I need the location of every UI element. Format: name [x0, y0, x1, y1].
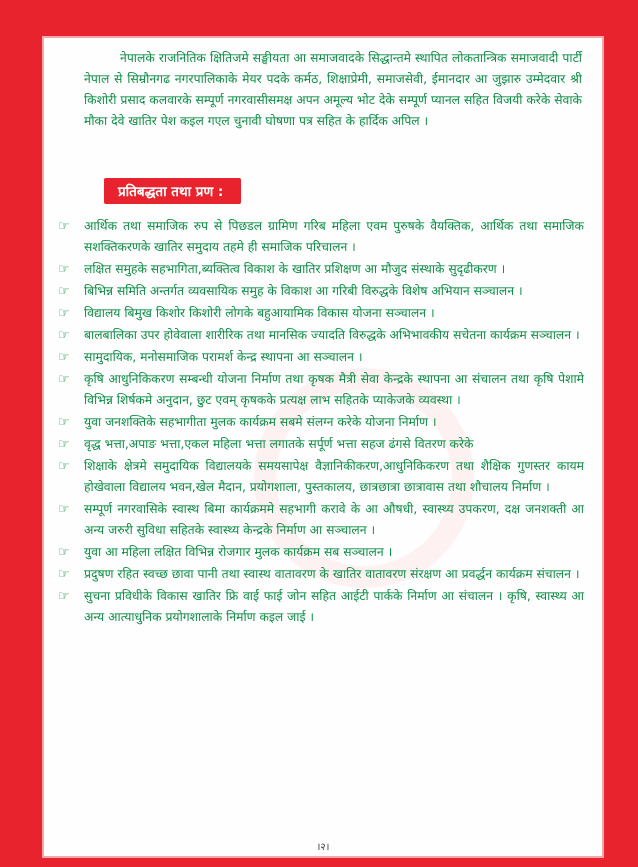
pointing-hand-icon: ☞ [58, 262, 70, 277]
pointing-hand-icon: ☞ [58, 502, 70, 517]
list-item-text: विद्यालय बिमुख किशोर किशोरी लोगके बहुआयामिक विकास योजना सञ्चालन । [84, 306, 435, 320]
list-item-text: कृषि आधुनिकिकरण सम्बन्धी योजना निर्माण तथा कृषक मैत्री सेवा केन्द्रके स्थापना आ संचालन तथा कृषि पेशामे विभिन्न शिर्षकमे अनुदान, छुट एवम् कृषकके प्रत्यक्ष लाभ सहितके प्याकेजके व्यवस्था । [84, 372, 584, 407]
pointing-hand-icon: ☞ [58, 372, 70, 387]
list-item-text: शिक्षाके क्षेत्रमे समुदायिक विद्यालयके समयसापेक्ष वैज्ञानिकीकरण,आधुनिकिकरण तथा शैक्षिक गुणस्तर कायम होखेवाला विद्यालय भवन,खेल मैदान, प्रयोगशाला, पुस्तकालय, छात्रछात्रा छात्रावास तथा शौचालय निर्माण । [84, 459, 584, 494]
list-item-text: बिभिन्न समिति अन्तर्गत व्यवसायिक समुह के विकाश आ गरिबी विरुद्धके विशेष अभियान सञ्चालन । [84, 284, 523, 298]
pointing-hand-icon: ☞ [58, 284, 70, 299]
list-item [58, 347, 588, 368]
list-item [58, 586, 588, 628]
pointing-hand-icon: ☞ [58, 219, 70, 234]
list-item-text: आर्थिक तथा समाजिक रुप से पिछडल ग्रामिण गरिब महिला एवम पुरुषके वैयक्तिक, आर्थिक तथा समाजिक सशक्तिकरणके खातिर समुदाय तहमे ही समाजिक परिचालन । [84, 219, 584, 254]
list-item-text: बालबालिका उपर होवेवाला शारीरिक तथा मानसिक ज्यादति विरुद्धके अभिभावकीय सचेतना कार्यक्रम सञ्चालन । [84, 328, 580, 342]
list-item-text: प्रदुषण रहित स्वच्छ छावा पानी तथा स्वास्थ वातावरण के खातिर वातावरण संरक्षण आ प्रवर्द्धन कार्यक्रम संचालन । [84, 567, 580, 581]
intro-paragraph: नेपालके राजनितिक क्षितिजमे सङ्घीयता आ समाजवादके सिद्धान्तमे स्थापित लोकतान्त्रिक समाजवादी पार्टी नेपाल से सिम्रौनगढ नगरपालिकाके मेयर पदके कर्मठ, शिक्षाप्रेमी, समाजसेवी, ईमानदार आ जुझारु उम्मेदवार श्री किशोरी प्रसाद कलवारके सम्पूर्ण नगरवासीसमक्ष अपन अमूल्य भोट देके सम्पूर्ण प्यानल सहित विजयी करेके सेवाके मौका देवे खातिर पेश कइल गएल चुनावी घोषणा पत्र सहित के हार्दिक अपिल । [84, 51, 582, 128]
list-item-text: सम्पूर्ण नगरवासिके स्वास्थ बिमा कार्यक्रममे सहभागी करावे के आ औषधी, स्वास्थ्य उपकरण, दक्ष जनशक्ती आ अन्य जरुरी सुविधा सहितके स्वास्थ्य केन्द्रके निर्माण आ सञ्चालन । [84, 502, 584, 537]
pointing-hand-icon: ☞ [58, 459, 70, 474]
list-item [58, 281, 588, 302]
list-item [58, 259, 588, 280]
list-item-text: सामुदायिक, मनोसमाजिक परामर्श केन्द्र स्थापना आ सञ्चालन । [84, 350, 363, 364]
list-item-text: वृद्ध भत्ता,अपाङ भत्ता,एकल महिला भत्ता लगातके सर्पूर्ण भत्ता सहज ढंगसे वितरण करेके [84, 437, 474, 451]
list-item-text: सुचना प्रविधीके विकास खातिर फ्रि वाई फाई जोन सहित आईटी पार्कके निर्माण आ संचालन । कृषि, स्वास्थ्य आ अन्य आत्याधुनिक प्रयोगशालाके निर्माण कइल जाई । [84, 589, 584, 624]
list-item [58, 434, 588, 455]
list-item [58, 499, 588, 541]
list-item [58, 369, 588, 411]
pointing-hand-icon: ☞ [58, 415, 70, 430]
list-item-text: युवा आ महिला लक्षित विभिन्न रोजगार मुलक कार्यक्रम सब सञ्चालन । [84, 545, 393, 559]
list-item [58, 542, 588, 563]
section-heading: प्रतिबद्धता तथा प्रण : [104, 178, 241, 204]
list-item [58, 564, 588, 585]
list-item [58, 412, 588, 433]
pointing-hand-icon: ☞ [58, 545, 70, 560]
document-page [42, 36, 604, 858]
pointing-hand-icon: ☞ [58, 437, 70, 452]
pointing-hand-icon: ☞ [58, 328, 70, 343]
pointing-hand-icon: ☞ [58, 350, 70, 365]
list-item-text: लक्षित समुहके सहभागिता,ब्यक्तित्व विकाश के खातिर प्रशिक्षण आ मौजुद संस्थाके सुदृढीकरण । [84, 262, 506, 276]
list-item-text: युवा जनशक्तिके सहभागीता मुलक कार्यक्रम सबमे संलग्न करेके योजना निर्माण । [84, 415, 437, 429]
list-item [58, 456, 588, 498]
list-item [58, 303, 588, 324]
pointing-hand-icon: ☞ [58, 306, 70, 321]
pointing-hand-icon: ☞ [58, 567, 70, 582]
commitment-list [58, 216, 588, 629]
list-item [58, 325, 588, 346]
pointing-hand-icon: ☞ [58, 589, 70, 604]
list-item [58, 216, 588, 258]
page-number: ।२। [316, 842, 330, 853]
